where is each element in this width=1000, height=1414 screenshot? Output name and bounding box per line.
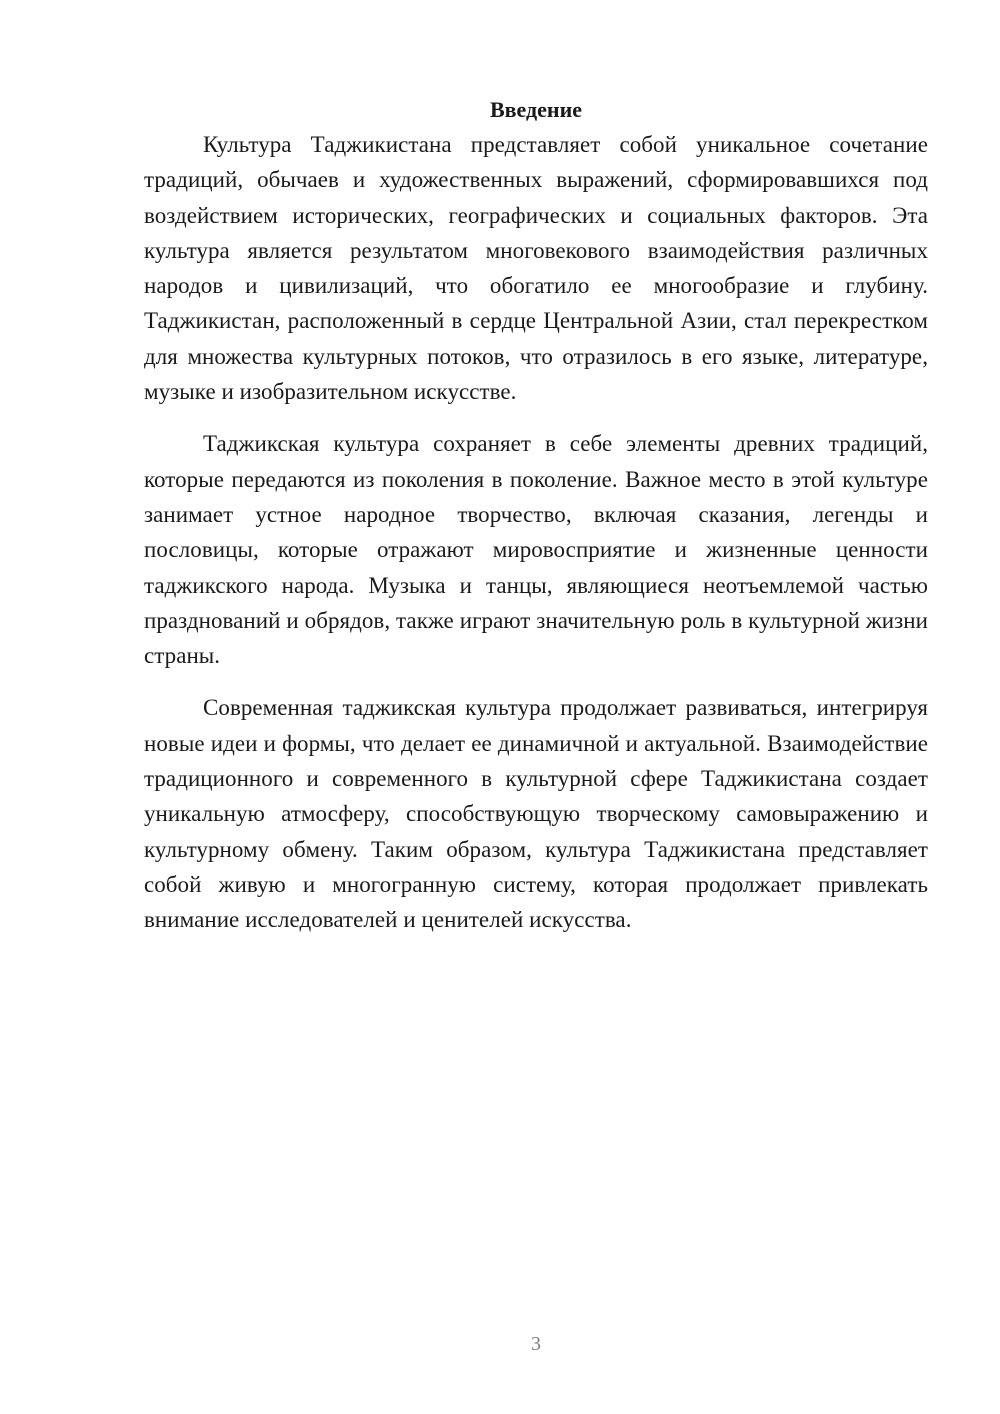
paragraph-1: Культура Таджикистана представляет собой уникальное сочетание традиций, обычаев и художественных выражений, сформировавшихся под воздействием исторических, географических и социальных факторов. Эта культура является результатом многовекового взаимодействия различных народов и цивилизаций, что обогатило ее многообразие и глубину. Таджикистан, расположенный в сердце Центральной Азии, стал перекрестком для множества культурных потоков, что отразилось в его языке, литературе, музыке и изобразительном искусстве. <box>144 132 928 405</box>
page-number: 3 <box>531 1333 541 1355</box>
page-heading: Введение <box>489 97 583 122</box>
page-content <box>144 92 928 955</box>
paragraph-2: Таджикская культура сохраняет в себе элементы древних традиций, которые передаются из поколения в поколение. Важное место в этой культуре занимает устное народное творчество, включая сказания, легенды и пословицы, которые отражают мировосприятие и жизненные ценности таджикского народа. Музыка и танцы, являющиеся неотъемлемой частью празднований и обрядов, также играют значительную роль в культурной жизни страны. <box>144 431 928 669</box>
paragraph-3: Современная таджикская культура продолжает развиваться, интегрируя новые идеи и формы, что делает ее динамичной и актуальной. Взаимодействие традиционного и современного в культурной сфере Таджикистана создает уникальную атмосферу, способствующую творческому самовыражению и культурному обмену. Таким образом, культура Таджикистана представляет собой живую и многогранную систему, которая продолжает привлекать внимание исследователей и ценителей искусства. <box>144 695 928 933</box>
